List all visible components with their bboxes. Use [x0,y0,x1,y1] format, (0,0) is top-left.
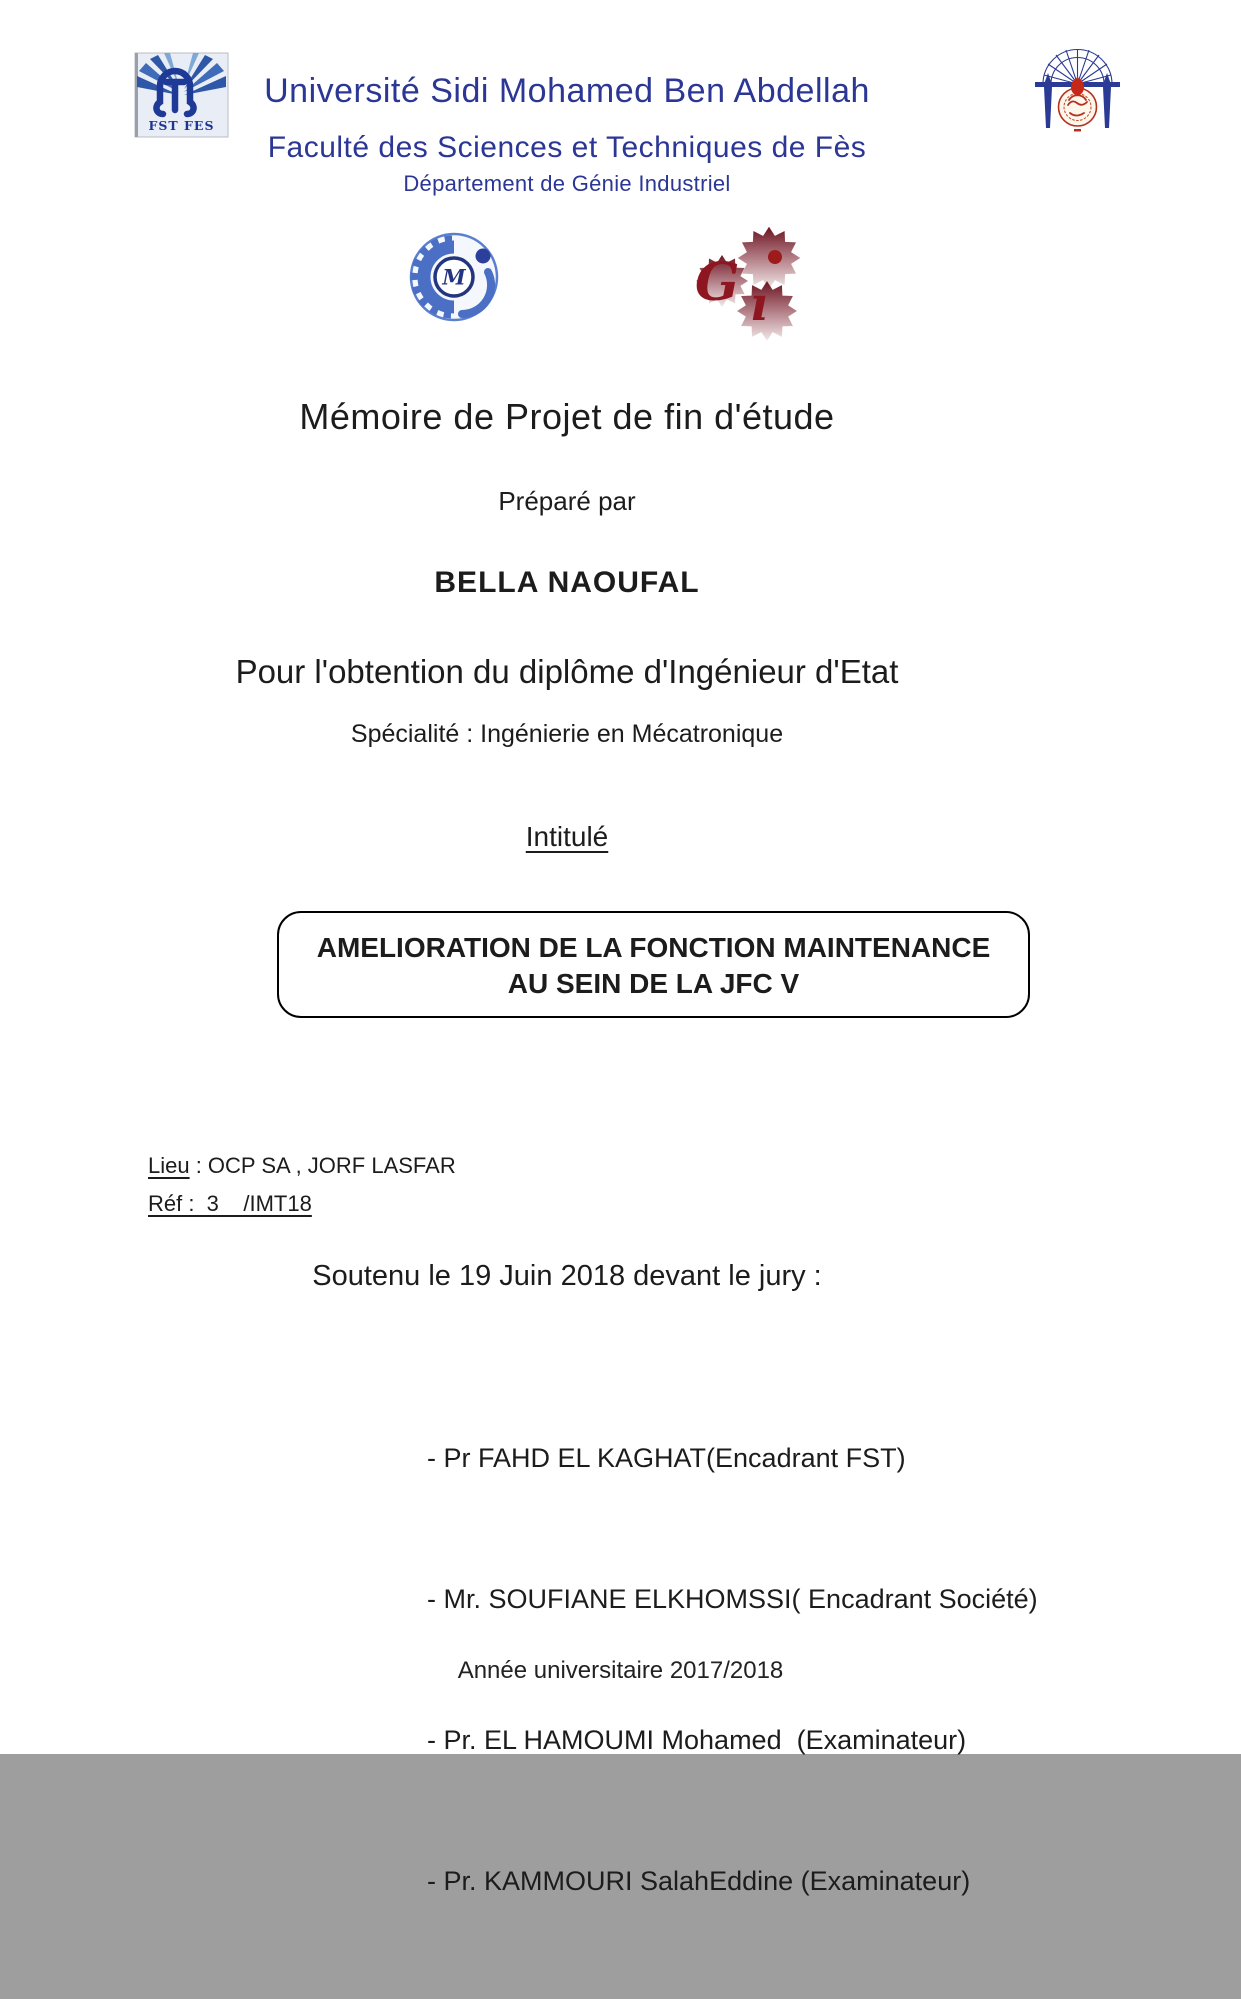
thesis-title-line1: AMELIORATION DE LA FONCTION MAINTENANCE [316,932,991,963]
academic-year-footer: Année universitaire 2017/2018 [457,1657,784,1684]
location-value: : OCP SA , JORF LASFAR [189,1153,456,1178]
gi-letter-g: G [695,252,740,313]
author-name: BELLA NAOUFAL [434,566,700,599]
specialty-line: Spécialité : Ingénierie en Mécatronique [350,720,784,748]
prepared-by-label: Préparé par [498,486,636,516]
meca-m-letter: M [442,264,466,290]
gi-letter-i: ı [750,277,768,332]
department-name: Département de Génie Industriel [403,171,731,196]
reference-line: Réf : 3 /IMT18 [148,1191,312,1216]
fst-logo-text: FST FES [148,118,215,133]
location-label: Lieu [148,1153,190,1178]
degree-purpose: Pour l'obtention du diplôme d'Ingénieur d'Etat [235,653,899,690]
document-type-title: Mémoire de Projet de fin d'étude [299,396,835,437]
thesis-title-box [277,911,1030,1018]
mecatronique-logo [408,231,500,323]
location-line [148,1153,456,1179]
thesis-title-line2: AU SEIN DE LA JFC V [507,968,800,999]
defense-line: Soutenu le 19 Juin 2018 devant le jury : [312,1260,822,1292]
jury-member: - Pr. KAMMOURI SalahEddine (Examinateur) [427,1866,971,1896]
university-name: Université Sidi Mohamed Ben Abdellah [264,72,870,110]
meca-dot-icon [476,249,491,264]
jury-member: - Pr FAHD EL KAGHAT(Encadrant FST) [427,1443,906,1473]
jury-member: - Mr. SOUFIANE ELKHOMSSI( Encadrant Société) [427,1584,1038,1614]
jury-member: - Pr. EL HAMOUMI Mohamed (Examinateur) [427,1725,967,1755]
title-label-text: Intitulé [525,821,609,852]
faculty-name: Faculté des Sciences et Techniques de Fès [267,131,867,164]
title-label [0,821,1134,853]
genie-industriel-logo [693,226,801,346]
university-seal-logo [1030,44,1125,149]
gi-i-dot-icon [768,250,782,264]
